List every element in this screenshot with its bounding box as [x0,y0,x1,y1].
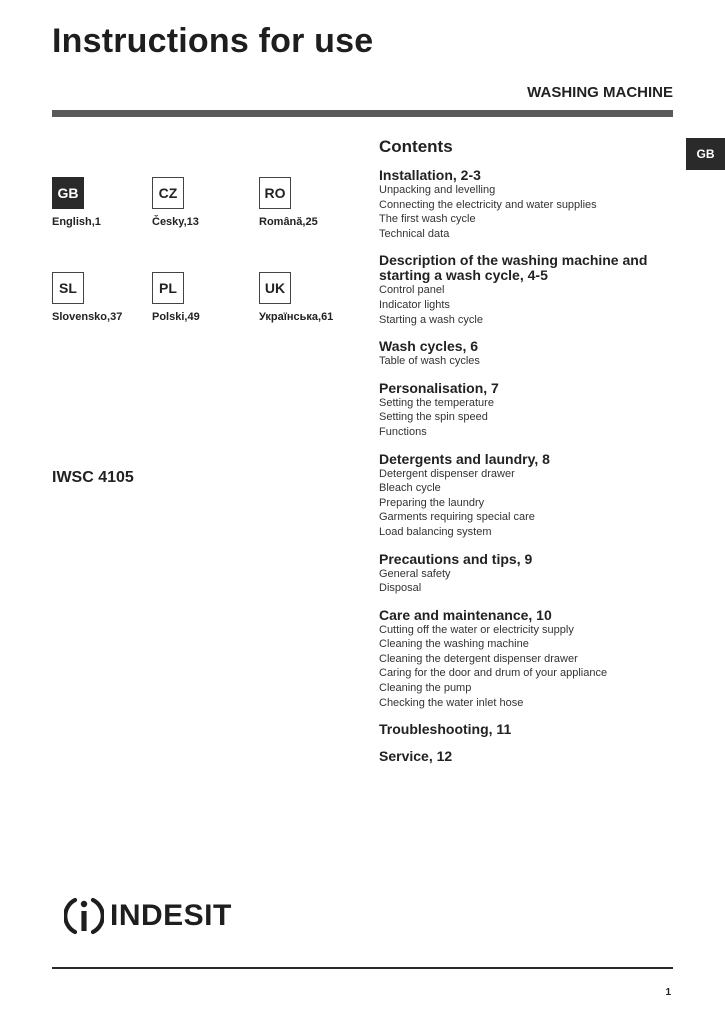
language-label: Українська,61 [259,311,334,323]
contents-item[interactable]: Bleach cycle [379,482,441,495]
contents-item[interactable]: Caring for the door and drum of your appliance [379,667,608,680]
contents-section [379,381,679,440]
language-cz[interactable] [152,177,199,228]
contents-section-title[interactable]: Description of the washing machine and starting a wash cycle, 4-5 [379,252,648,284]
contents-section [379,722,679,737]
contents-section [379,608,679,711]
contents-item[interactable]: Starting a wash cycle [379,313,483,326]
language-code-box: SL [52,272,84,304]
contents-item[interactable]: Table of wash cycles [379,355,480,368]
language-label: Česky,13 [152,216,199,228]
contents-item[interactable]: Garments requiring special care [379,511,535,524]
contents-section [379,253,679,327]
table-of-contents [379,137,679,776]
language-code-box: CZ [152,177,184,209]
contents-item[interactable]: Cleaning the washing machine [379,638,529,651]
contents-item[interactable]: Setting the temperature [379,396,494,409]
contents-section-title[interactable]: Personalisation, 7 [379,379,499,396]
contents-item[interactable]: Load balancing system [379,525,492,538]
language-code-box: RO [259,177,291,209]
contents-item[interactable]: Technical data [379,227,450,240]
product-type: WASHING MACHINE [527,84,673,101]
contents-item[interactable]: Cleaning the pump [379,682,472,695]
contents-item[interactable]: Checking the water inlet hose [379,696,524,709]
contents-section-title[interactable]: Installation, 2-3 [379,167,481,183]
language-code-box: PL [152,272,184,304]
language-gb[interactable] [52,177,101,228]
language-ro[interactable] [259,177,318,228]
contents-section-title[interactable]: Wash cycles, 6 [379,338,479,355]
contents-section [379,339,679,369]
footer-divider [52,967,673,969]
language-code-box: UK [259,272,291,304]
indesit-logo-icon [64,894,104,938]
contents-item[interactable]: Indicator lights [379,298,450,311]
brand-logo [64,894,232,938]
contents-item[interactable]: Control panel [379,284,445,297]
contents-item[interactable]: Functions [379,425,427,438]
language-label: Slovensko,37 [52,311,123,323]
language-label: Română,25 [259,216,318,228]
contents-item[interactable]: Setting the spin speed [379,411,488,424]
contents-section-title[interactable]: Care and maintenance, 10 [379,606,552,623]
contents-section-title[interactable]: Troubleshooting, 11 [379,721,512,738]
contents-section-title[interactable]: Service, 12 [379,748,453,765]
contents-item[interactable]: Unpacking and levelling [379,184,496,196]
language-sl[interactable] [52,272,122,323]
contents-item[interactable]: Connecting the electricity and water supplies [379,198,597,211]
header-divider [52,110,673,117]
contents-item[interactable]: Cutting off the water or electricity supply [379,623,574,636]
brand-name: INDESIT [110,899,232,932]
contents-section [379,552,679,596]
page-title: Instructions for use [52,22,374,60]
language-code-box: GB [52,177,84,209]
contents-item[interactable]: Preparing the laundry [379,496,485,509]
language-label: English,1 [52,216,101,228]
contents-item[interactable]: The first wash cycle [379,213,476,226]
page-number: 1 [665,987,671,998]
contents-section [379,168,679,241]
contents-item[interactable]: Detergent dispenser drawer [379,467,515,480]
contents-section [379,452,679,540]
contents-section [379,749,679,764]
language-label: Polski,49 [152,311,200,323]
language-pl[interactable] [152,272,200,323]
contents-section-title[interactable]: Precautions and tips, 9 [379,550,533,567]
contents-item[interactable]: Cleaning the detergent dispenser drawer [379,652,578,665]
language-uk[interactable] [259,272,333,323]
contents-heading: Contents [379,137,453,156]
language-side-tab: GB [686,138,725,170]
model-number: IWSC 4105 [52,469,134,486]
contents-item[interactable]: Disposal [379,582,422,595]
contents-section-title[interactable]: Detergents and laundry, 8 [379,450,550,467]
contents-item[interactable]: General safety [379,567,451,580]
